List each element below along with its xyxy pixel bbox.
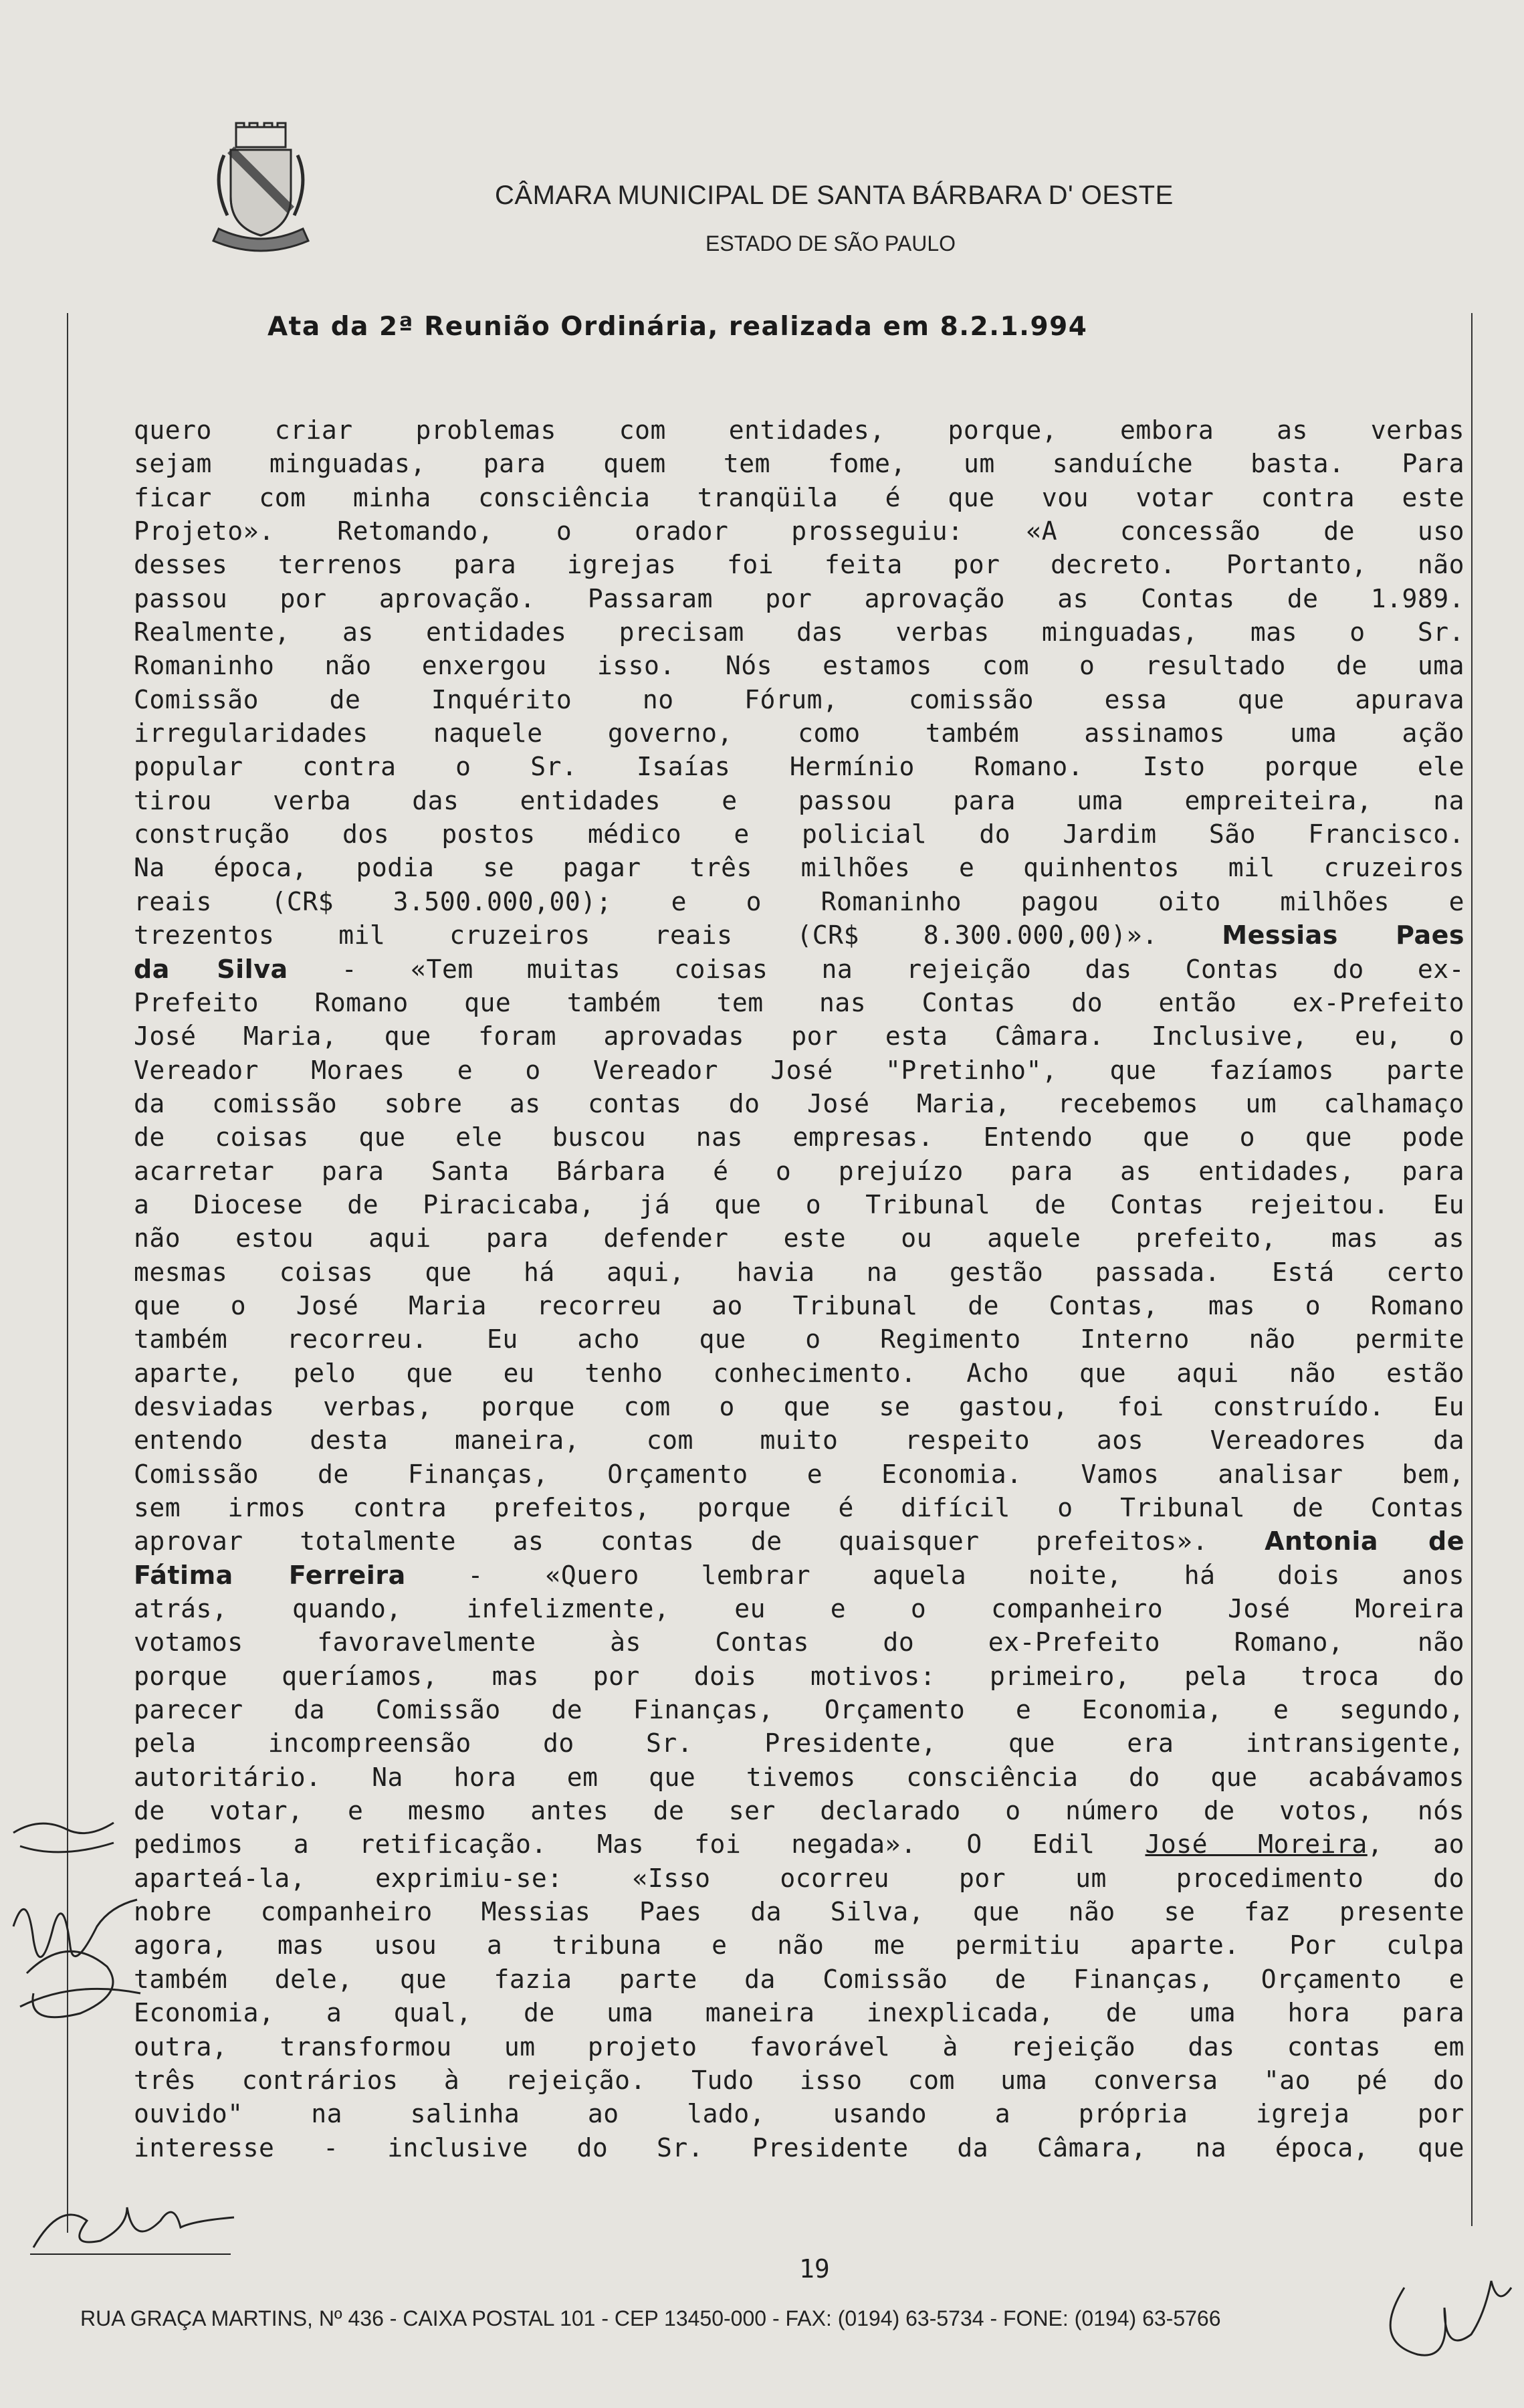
text-line: Prefeito Romano que também tem nas Contas do então ex-Prefeito	[134, 987, 1464, 1017]
text-line	[134, 1524, 1464, 1558]
text-line: mesmas coisas que há aqui, havia na gestão passada. Está certo	[134, 1257, 1464, 1287]
text-line: nobre companheiro Messias Paes da Silva, que não se faz presente	[134, 1897, 1464, 1927]
text-line	[134, 952, 1464, 986]
right-margin-rule	[1471, 313, 1473, 2226]
text-line: passou por aprovação. Passaram por aprovação as Contas de 1.989.	[134, 583, 1464, 613]
text-line: reais (CR$ 3.500.000,00); e o Romaninho pagou oito milhões e	[134, 886, 1464, 916]
text-segment: - «Tem muitas coisas na rejeição das Contas do ex-	[341, 954, 1464, 984]
text-line: Comissão de Finanças, Orçamento e Economia. Vamos analisar bem,	[134, 1459, 1464, 1489]
text-line: três contrários à rejeição. Tudo isso com uma conversa "ao pé do	[134, 2065, 1464, 2095]
text-line: de coisas que ele buscou nas empresas. Entendo que o que pode	[134, 1122, 1464, 1152]
speaker-name: Messias Paes	[1222, 920, 1464, 950]
text-line: José Maria, que foram aprovadas por esta Câmara. Inclusive, eu, o	[134, 1021, 1464, 1051]
text-line: tirou verba das entidades e passou para uma empreiteira, na	[134, 785, 1464, 815]
text-line: ouvido" na salinha ao lado, usando a própria igreja por	[134, 2099, 1464, 2129]
text-line: porque queríamos, mas por dois motivos: primeiro, pela troca do	[134, 1661, 1464, 1691]
text-line: quero criar problemas com entidades, porque, embora as verbas	[134, 415, 1464, 445]
text-line: Economia, a qual, de uma maneira inexplicada, de uma hora para	[134, 1998, 1464, 2028]
text-line: ficar com minha consciência tranqüila é que vou votar contra este	[134, 482, 1464, 512]
text-line: autoritário. Na hora em que tivemos consciência do que acabávamos	[134, 1762, 1464, 1792]
text-line: entendo desta maneira, com muito respeito aos Vereadores da	[134, 1425, 1464, 1456]
text-line: Na época, podia se pagar três milhões e quinhentos mil cruzeiros	[134, 853, 1464, 883]
text-line	[134, 1559, 1464, 1592]
minutes-body	[134, 413, 1464, 2165]
text-line: Romaninho não enxergou isso. Nós estamos com o resultado de uma	[134, 651, 1464, 681]
text-line	[134, 1827, 1464, 1861]
text-line: interesse - inclusive do Sr. Presidente da Câmara, na época, que	[134, 2132, 1464, 2163]
footer-address: RUA GRAÇA MARTINS, Nº 436 - CAIXA POSTAL 101 - CEP 13450-000 - FAX: (0194) 63-5734 - FONE: (0194) 63-5766	[80, 2306, 1221, 2330]
text-line: sem irmos contra prefeitos, porque é difícil o Tribunal de Contas	[134, 1493, 1464, 1522]
bottom-signature-icon	[1364, 2247, 1518, 2381]
text-segment: - «Quero lembrar aquela noite, há dois anos	[467, 1560, 1464, 1590]
text-line: construção dos postos médico e policial do Jardim São Francisco.	[134, 819, 1464, 849]
margin-signature-icon	[0, 1873, 160, 2047]
text-line: desses terrenos para igrejas foi feita por decreto. Portanto, não	[134, 550, 1464, 580]
text-line: aparte, pelo que eu tenho conhecimento. Acho que aqui não estão	[134, 1358, 1464, 1388]
bottom-signature-icon	[27, 2187, 241, 2268]
municipal-coat-of-arms-icon	[204, 122, 318, 256]
text-line: acarretar para Santa Bárbara é o prejuízo para as entidades, para	[134, 1156, 1464, 1186]
text-line: outra, transformou um projeto favorável à rejeição das contas em	[134, 2031, 1464, 2062]
text-segment: aprovar totalmente as contas de quaisquer prefeitos».	[134, 1526, 1208, 1557]
text-line: pela incompreensão do Sr. Presidente, que era intransigente,	[134, 1728, 1464, 1759]
speaker-name: Antonia de	[1265, 1526, 1464, 1557]
text-line: atrás, quando, infelizmente, eu e o companheiro José Moreira	[134, 1594, 1464, 1624]
speaker-name: José Moreira	[1145, 1829, 1368, 1860]
state-name: ESTADO DE SÃO PAULO	[705, 231, 956, 256]
text-line: Projeto». Retomando, o orador prosseguiu: «A concessão de uso	[134, 516, 1464, 546]
text-line: também dele, que fazia parte da Comissão de Finanças, Orçamento e	[134, 1964, 1464, 1994]
text-line: de votar, e mesmo antes de ser declarado o número de votos, nós	[134, 1796, 1464, 1826]
text-line: Realmente, as entidades precisam das verbas minguadas, mas o Sr.	[134, 617, 1464, 647]
text-line: sejam minguadas, para quem tem fome, um sanduíche basta. Para	[134, 449, 1464, 479]
text-line: que o José Maria recorreu ao Tribunal de Contas, mas o Romano	[134, 1290, 1464, 1320]
speaker-name: da Silva	[134, 954, 288, 984]
institution-name: CÂMARA MUNICIPAL DE SANTA BÁRBARA D' OESTE	[495, 181, 1174, 210]
text-line: não estou aqui para defender este ou aquele prefeito, mas as	[134, 1223, 1464, 1253]
text-segment: pedimos a retificação. Mas foi negada». O Edil	[134, 1829, 1095, 1860]
page-number: 19	[799, 2254, 830, 2284]
text-line: Comissão de Inquérito no Fórum, comissão essa que apurava	[134, 684, 1464, 714]
text-line: votamos favoravelmente às Contas do ex-Prefeito Romano, não	[134, 1627, 1464, 1658]
text-line: irregularidades naquele governo, como também assinamos uma ação	[134, 718, 1464, 748]
page-title: Ata da 2ª Reunião Ordinária, realizada em 8.2.1.994	[267, 312, 1088, 342]
text-line: também recorreu. Eu acho que o Regimento Interno não permite	[134, 1324, 1464, 1354]
text-line: popular contra o Sr. Isaías Hermínio Romano. Isto porque ele	[134, 752, 1464, 782]
text-line: da comissão sobre as contas do José Maria, recebemos um calhamaço	[134, 1088, 1464, 1118]
text-segment: trezentos mil cruzeiros reais (CR$ 8.300.000,00)».	[134, 920, 1158, 950]
text-line: parecer da Comissão de Finanças, Orçamento e Economia, e segundo,	[134, 1695, 1464, 1725]
text-line	[134, 918, 1464, 952]
text-segment: , ao	[1367, 1829, 1464, 1860]
text-line: agora, mas usou a tribuna e não me permitiu aparte. Por culpa	[134, 1930, 1464, 1961]
text-line: Vereador Moraes e o Vereador José "Pretinho", que fazíamos parte	[134, 1055, 1464, 1085]
text-line: desviadas verbas, porque com o que se gastou, foi construído. Eu	[134, 1391, 1464, 1421]
text-line: a Diocese de Piracicaba, já que o Tribunal de Contas rejeitou. Eu	[134, 1189, 1464, 1219]
text-line: aparteá-la, exprimiu-se: «Isso ocorreu por um procedimento do	[134, 1863, 1464, 1893]
speaker-name: Fátima Ferreira	[134, 1560, 406, 1590]
